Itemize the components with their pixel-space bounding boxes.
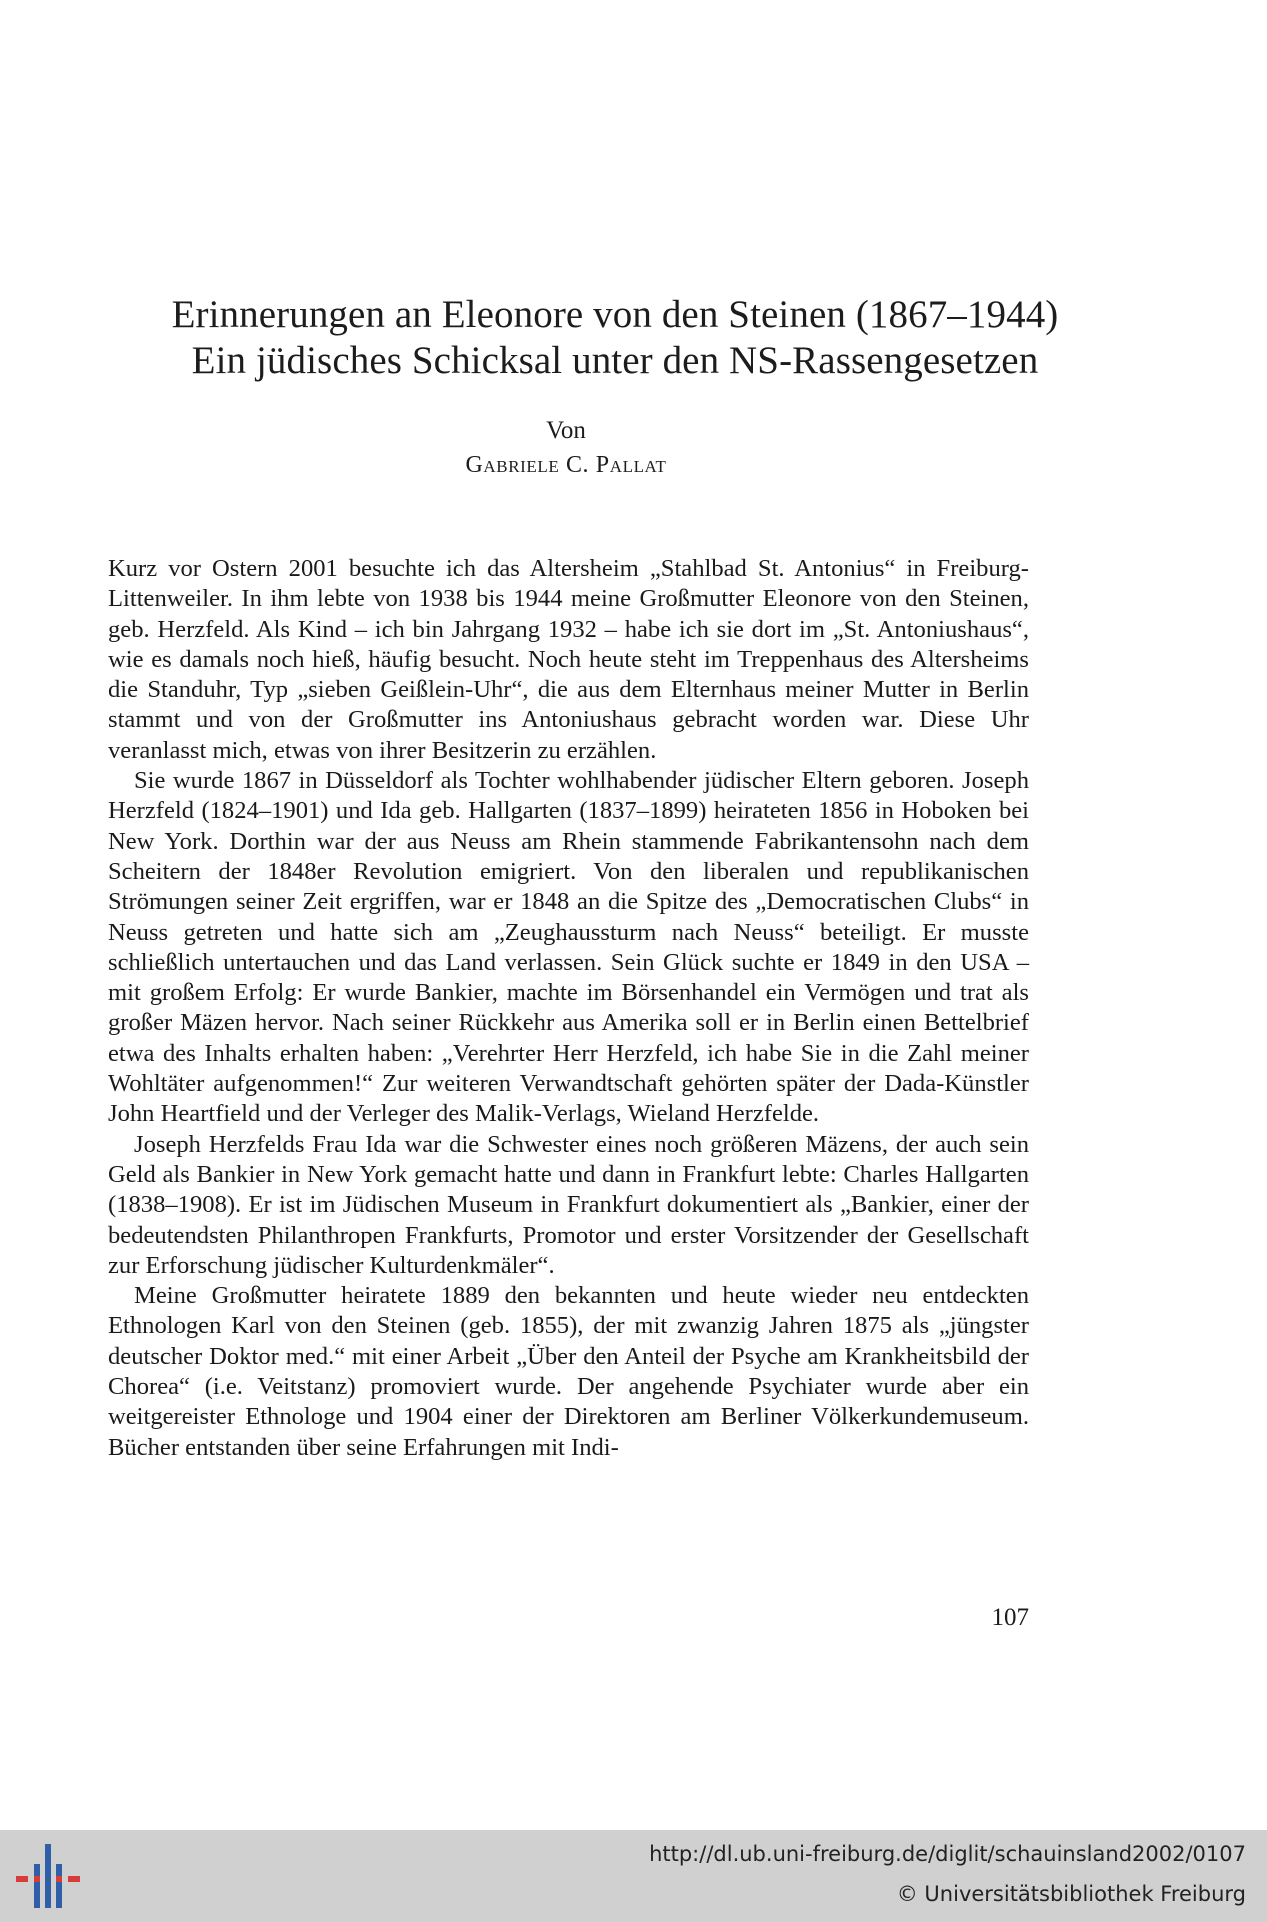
paragraph-1: Kurz vor Ostern 2001 besuchte ich das Altersheim „Stahlbad St. Antonius“ in Freiburg-Littenweiler. In ihm lebte von 1938 bis 1944 meine Großmutter Eleonore von den Steinen, geb. Herzfeld. Als Kind – ich bin Jahrgang 1932 – habe ich sie dort im „St. Antoniushaus“, wie es damals noch hieß, häufig besucht. Noch heute steht im Treppenhaus des Altersheims die Standuhr, Typ „sieben Geißlein-Uhr“, die aus dem Elternhaus meiner Mutter in Berlin stammt und von der Großmutter ins Antoniushaus gebracht worden war. Diese Uhr veranlasst mich, etwas von ihrer Besitzerin zu erzählen. <box>108 555 1029 764</box>
byline-prefix: Von <box>546 417 586 444</box>
author-name: Gabriele C. Pallat <box>465 452 667 478</box>
paragraph-4: Meine Großmutter heiratete 1889 den bekannten und heute wieder neu entdeckten Ethnologen Karl von den Steinen (geb. 1855), der mit zwanzig Jahren 1875 als „jüngster deutscher Doktor med.“ mit einer Arbeit „Über den Anteil der Psyche am Krankheitsbild der Chorea“ (i.e. Veitstanz) promoviert wurde. Der angehende Psychiater wurde aber ein weitgereister Ethnologe und 1904 einer der Direktoren am Berliner Völkerkundemuseum. Bücher entstanden über seine Erfahrungen mit Indi- <box>108 1282 1029 1461</box>
copyright-notice: © Universitätsbibliothek Freiburg <box>896 1882 1246 1906</box>
paragraph-3: Joseph Herzfelds Frau Ida war die Schwester eines noch größeren Mäzens, der auch sein Geld als Bankier in New York gemacht hatte und dann in Frankfurt lebte: Charles Hallgarten (1838–1908). Er ist im Jüdischen Museum in Frankfurt dokumentiert als „Bankier, einer der bedeutendsten Philanthropen Frankfurts, Promotor und erster Vorsitzender der Gesellschaft zur Erforschung jüdischer Kulturdenkmäler“. <box>108 1130 1029 1279</box>
logo-graphic <box>14 1842 86 1910</box>
title-line-1: Erinnerungen an Eleonore von den Steinen (1867–1944) <box>171 293 1059 336</box>
title-line-2: Ein jüdisches Schicksal unter den NS-Rassengesetzen <box>191 339 1039 382</box>
page-number: 107 <box>991 1604 1029 1631</box>
article-body <box>108 554 1029 1463</box>
viewer-footer <box>0 1830 1267 1922</box>
paragraph-2: Sie wurde 1867 in Düsseldorf als Tochter wohlhabender jüdischer Eltern geboren. Joseph Herzfeld (1824–1901) und Ida geb. Hallgarten (1837–1899) heirateten 1856 in Hoboken bei New York. Dorthin war der aus Neuss am Rhein stammende Fabrikantensohn nach dem Scheitern der 1848er Revolution emigriert. Von den liberalen und republikanischen Strömungen seiner Zeit ergriffen, war er 1848 an die Spitze des „Democratischen Clubs“ in Neuss getreten und hatte sich am „Zeughaussturm nach Neuss“ beteiligt. Er musste schließlich untertauchen und das Land verlassen. Sein Glück suchte er 1849 in den USA – mit großem Erfolg: Er wurde Bankier, machte im Börsenhandel ein Vermögen und trat als großer Mäzen hervor. Nach seiner Rückkehr aus Amerika soll er in Berlin einen Bettelbrief etwa des Inhalts erhalten haben: „Verehrter Herr Herzfeld, ich habe Sie in die Zahl meiner Wohltäter aufgenommen!“ Zur weiteren Verwandtschaft gehörten später der Dada-Künstler John Heartfield und der Verleger des Malik-Verlags, Wieland Herzfelde. <box>108 767 1029 1128</box>
permalink-url[interactable]: http://dl.ub.uni-freiburg.de/diglit/schauinsland2002/0107 <box>649 1842 1246 1866</box>
ub-freiburg-logo-icon[interactable] <box>14 1842 86 1910</box>
article-title <box>100 292 1130 384</box>
